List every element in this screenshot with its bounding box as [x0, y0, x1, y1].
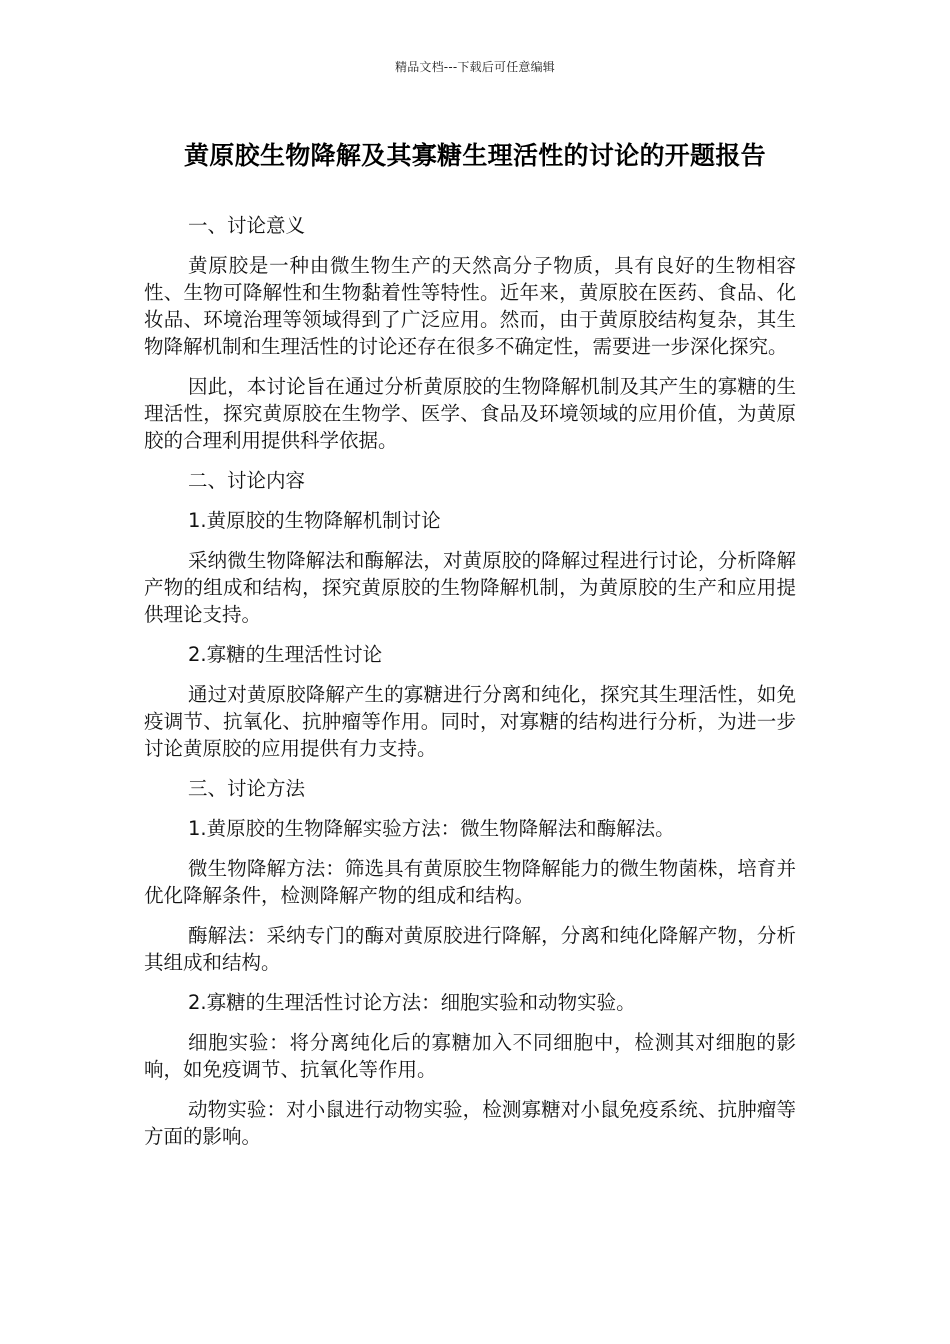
section-heading-content: 二、讨论内容	[188, 469, 306, 492]
page-header: 精品文档---下载后可任意编辑	[395, 60, 555, 74]
paragraph: 酶解法：采纳专门的酶对黄原胶进行降解，分离和纯化降解产物，分析其组成和结构。	[144, 924, 796, 974]
section-heading-significance: 一、讨论意义	[188, 214, 306, 237]
paragraph: 通过对黄原胶降解产生的寡糖进行分离和纯化，探究其生理活性，如免疫调节、抗氧化、抗肿瘤等作用。同时，对寡糖的结构进行分析，为进一步讨论黄原胶的应用提供有力支持。	[144, 683, 796, 760]
paragraph: 因此，本讨论旨在通过分析黄原胶的生物降解机制及其产生的寡糖的生理活性，探究黄原胶在生物学、医学、食品及环境领域的应用价值，为黄原胶的合理利用提供科学依据。	[144, 375, 796, 452]
subsection-heading: 1.黄原胶的生物降解机制讨论	[188, 509, 441, 532]
paragraph: 采纳微生物降解法和酶解法，对黄原胶的降解过程进行讨论，分析降解产物的组成和结构，探究黄原胶的生物降解机制，为黄原胶的生产和应用提供理论支持。	[144, 549, 796, 626]
document-body	[144, 212, 796, 1163]
paragraph: 黄原胶是一种由微生物生产的天然高分子物质，具有良好的生物相容性、生物可降解性和生物黏着性等特性。近年来，黄原胶在医药、食品、化妆品、环境治理等领域得到了广泛应用。然而，由于黄原胶结构复杂，其生物降解机制和生理活性的讨论还存在很多不确定性，需要进一步深化探究。	[144, 254, 796, 358]
subsection-heading: 2.寡糖的生理活性讨论	[188, 643, 383, 666]
section-heading-methods: 三、讨论方法	[188, 777, 306, 800]
paragraph: 微生物降解方法：筛选具有黄原胶生物降解能力的微生物菌株，培育并优化降解条件，检测降解产物的组成和结构。	[144, 857, 796, 907]
subsection-heading: 2.寡糖的生理活性讨论方法：细胞实验和动物实验。	[188, 991, 636, 1014]
subsection-heading: 1.黄原胶的生物降解实验方法：微生物降解法和酶解法。	[188, 817, 675, 840]
paragraph: 动物实验：对小鼠进行动物实验，检测寡糖对小鼠免疫系统、抗肿瘤等方面的影响。	[144, 1098, 796, 1148]
document-title: 黄原胶生物降解及其寡糖生理活性的讨论的开题报告	[184, 141, 766, 170]
paragraph: 细胞实验：将分离纯化后的寡糖加入不同细胞中，检测其对细胞的影响，如免疫调节、抗氧化等作用。	[144, 1031, 796, 1081]
